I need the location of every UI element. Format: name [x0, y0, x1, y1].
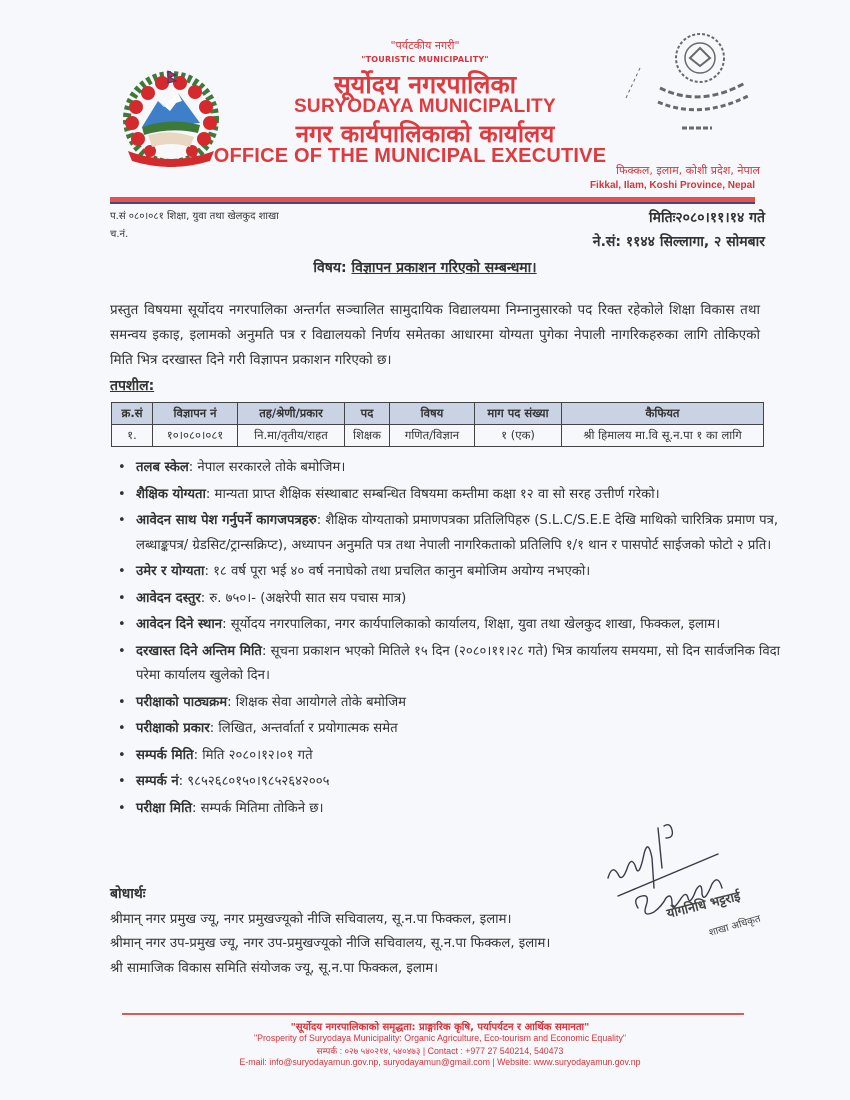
municipality-name-english: SURYODAYA MUNICIPALITY: [293, 96, 557, 117]
item-text: : शिक्षक सेवा आयोगले तोके बमोजिम: [227, 694, 407, 710]
footer-rule: [122, 1013, 744, 1015]
office-name-nepali: नगर कार्यपालिकाको कार्यालय: [295, 120, 555, 148]
item-text: : सम्पर्क मितिमा तोकिने छ।: [192, 800, 324, 816]
cell-quantity: १ (एक): [475, 425, 562, 447]
item-label: सम्पर्क मिति: [136, 747, 194, 763]
dispatch-number: च.नं.: [110, 229, 129, 240]
item-label: शैक्षिक योग्यता: [136, 486, 206, 502]
vacancy-table: [111, 402, 764, 447]
subject-label: विषय:: [313, 260, 352, 276]
details-heading: तपशील:: [110, 378, 155, 394]
reference-number: प.सं ०८०।०८१ शिक्षा, युवा तथा खेलकुद शाखा: [110, 211, 279, 222]
cc-recipient: श्री सामाजिक विकास समिति संयोजक ज्यू, सू.न.पा फिक्कल, इलाम।: [110, 961, 439, 976]
item-text: : सूर्योदय नगरपालिका, नगर कार्यपालिकाको कार्यालय, शिक्षा, युवा तथा खेलकुद शाखा, फिक्कल, इलाम।: [222, 617, 721, 632]
requirements-list: [110, 456, 791, 823]
item-text: : लिखित, अन्तर्वार्ता र प्रयोगात्मक समेत: [209, 721, 398, 736]
item-label: परीक्षाको प्रकार: [136, 721, 210, 736]
letter-date: मितिः२०८०।११।१४ गते: [648, 210, 765, 226]
subject-line: [180, 258, 670, 277]
item-label: दरखास्त दिने अन्तिम मिति: [136, 643, 262, 659]
table-header-row: [112, 403, 764, 425]
header-serial: क्र.सं: [112, 403, 153, 425]
item-label: आवेदन साथ पेश गर्नुपर्ने कागजपत्रहरु: [136, 513, 317, 528]
cc-recipient: श्रीमान् नगर प्रमुख ज्यू, नगर प्रमुखज्यूको नीजि सचिवालय, सू.न.पा फिक्कल, इलाम।: [110, 912, 512, 927]
tagline-english: "TOURISTIC MUNICIPALITY": [361, 55, 489, 64]
office-name-english: OFFICE OF THE MUNICIPAL EXECUTIVE: [213, 145, 607, 167]
address-nepali: फिक्कल, इलाम, कोशी प्रदेश, नेपाल: [616, 164, 760, 177]
cc-recipient: श्रीमान् नगर उप-प्रमुख ज्यू, नगर उप-प्रमुखज्यूको नीजि सचिवालय, सू.न.पा फिक्कल, इलाम।: [110, 936, 551, 951]
footer-motto-english: "Prosperity of Suryodaya Municipality: Organic Agriculture, Eco-tourism and Economic Equality": [254, 1033, 626, 1043]
item-text: : ९८५२६८०१५०।९८५२६४२००५: [178, 774, 330, 789]
footer-motto-nepali: "सूर्योदय नगरपालिकाको समृद्धता: प्राङ्गारिक कृषि, पर्यापर्यटन र आर्थिक समानता": [290, 1022, 590, 1033]
cell-subject: गणित/विज्ञान: [390, 425, 475, 447]
signer-name: योगनिधि भट्टराई: [665, 889, 742, 922]
item-text: : सूचना प्रकाशन भएको मितिले १५ दिन (२०८०।११।२८ गते) भित्र कार्यालय समयमा, सो दिन सार्वजनिक विदा परेमा कार्यालय खुलेको दिन।: [136, 643, 781, 683]
cell-level: नि.मा/तृतीय/राहत: [238, 425, 345, 447]
item-text: : १८ वर्ष पूरा भई ४० वर्ष ननाघेको तथा प्रचलित कानुन बमोजिम अयोग्य नभएको।: [204, 564, 591, 579]
header-post: पद: [345, 403, 390, 425]
item-label: उमेर र योग्यता: [136, 564, 205, 579]
item-text: : मान्यता प्राप्त शैक्षिक संस्थाबाट सम्बन्धित विषयमा कम्तीमा कक्षा १२ वा सो सरह उत्तीर्ण गरेको।: [205, 486, 660, 502]
item-text: : नेपाल सरकारले तोके बमोजिम।: [188, 460, 346, 475]
cell-serial: १.: [112, 425, 153, 447]
list-item: [136, 456, 791, 481]
office-seal-icon: [620, 28, 760, 144]
list-item: [136, 691, 791, 716]
cell-remarks: श्री हिमालय मा.वि सू.न.पा १ का लागि: [562, 425, 764, 447]
signature-stamp: [598, 818, 803, 948]
municipality-name-nepali: सूर्योदय नगरपालिका: [333, 70, 517, 99]
item-text: : शैक्षिक योग्यताको प्रमाणपत्रका प्रतिलिपिहरु (S.L.C/S.E.E देखि माथिको चारित्रिक प्रमाण पत्र, लब्धाङ्कपत्र/ ग्रेडसिट/ट्रान्सक्रिप्ट), अध्यापन अनुमति पत्र तथा नेपाली नागरिकताको प्रतिलिपि १/१ थान र पासपोर्ट साईजको फोटो २ प्रति।: [136, 513, 779, 553]
list-item: [136, 587, 791, 612]
header-subject: विषय: [390, 403, 475, 425]
footer-email-website: E-mail: info@suryodayamun.gov.np, suryodayamun@gmail.com | Website: www.suryodayamun.gov.np: [239, 1057, 641, 1067]
cc-heading: बोधार्थः: [110, 886, 146, 902]
tagline-nepali: "पर्यटकीय नगरी": [390, 39, 460, 52]
header-rule-blue: [110, 202, 755, 204]
item-label: तलब स्केल: [136, 460, 189, 475]
list-item: [136, 717, 791, 742]
body-paragraph: प्रस्तुत विषयमा सूर्योदय नगरपालिका अन्तर्गत सञ्चालित सामुदायिक विद्यालयमा निम्नानुसारको पद रिक्त रहेकोले शिक्षा विकास तथा समन्वय इकाइ, इलामको अनुमति पत्र र विद्यालयको निर्णय समेतका आधारमा योग्यता पुगेका नेपाली नागरिकहरुका लागि तोकिएको मिति भित्र दरखास्त दिने गरी विज्ञापन प्रकाशन गरिएको छ।: [110, 302, 760, 368]
subject-text: विज्ञापन प्रकाशन गरिएको सम्बन्धमा।: [351, 260, 537, 276]
header-remarks: कैफियत: [562, 403, 764, 425]
footer-contact: सम्पर्क : ०२७ ५४०२१४, ५४०४७३ | Contact : +977 27 540214, 540473: [316, 1046, 564, 1056]
item-label: आवेदन दिने स्थान: [136, 617, 223, 632]
list-item: [136, 744, 791, 769]
header-level: तह/श्रेणी/प्रकार: [238, 403, 345, 425]
address-english: Fikkal, Ilam, Koshi Province, Nepal: [589, 180, 755, 191]
cell-ad-number: १०।०८०।०८१: [153, 425, 238, 447]
list-item: [136, 560, 791, 585]
item-label: परीक्षा मिति: [136, 800, 192, 816]
signer-designation: शाखा अधिकृत: [707, 913, 762, 939]
header-quantity: माग पद संख्या: [475, 403, 562, 425]
cell-post: शिक्षक: [345, 425, 390, 447]
item-text: : रु. ७५०।- (अक्षरेपी सात सय पचास मात्र): [200, 590, 407, 606]
list-item: [136, 770, 791, 795]
list-item: [136, 640, 791, 689]
list-item: [136, 509, 791, 558]
header-ad-number: विज्ञापन नं: [153, 403, 238, 425]
item-label: परीक्षाको पाठ्यक्रम: [136, 694, 228, 710]
table-row: [112, 425, 764, 447]
list-item: [136, 613, 791, 638]
nepal-sambat-date: ने.सं: ११४४ सिल्लागा, २ सोमबार: [592, 234, 765, 250]
item-label: सम्पर्क नं: [136, 774, 179, 789]
list-item: [136, 483, 791, 508]
item-label: आवेदन दस्तुर: [136, 590, 201, 606]
item-text: : मिति २०८०।१२।०१ गते: [193, 747, 313, 763]
